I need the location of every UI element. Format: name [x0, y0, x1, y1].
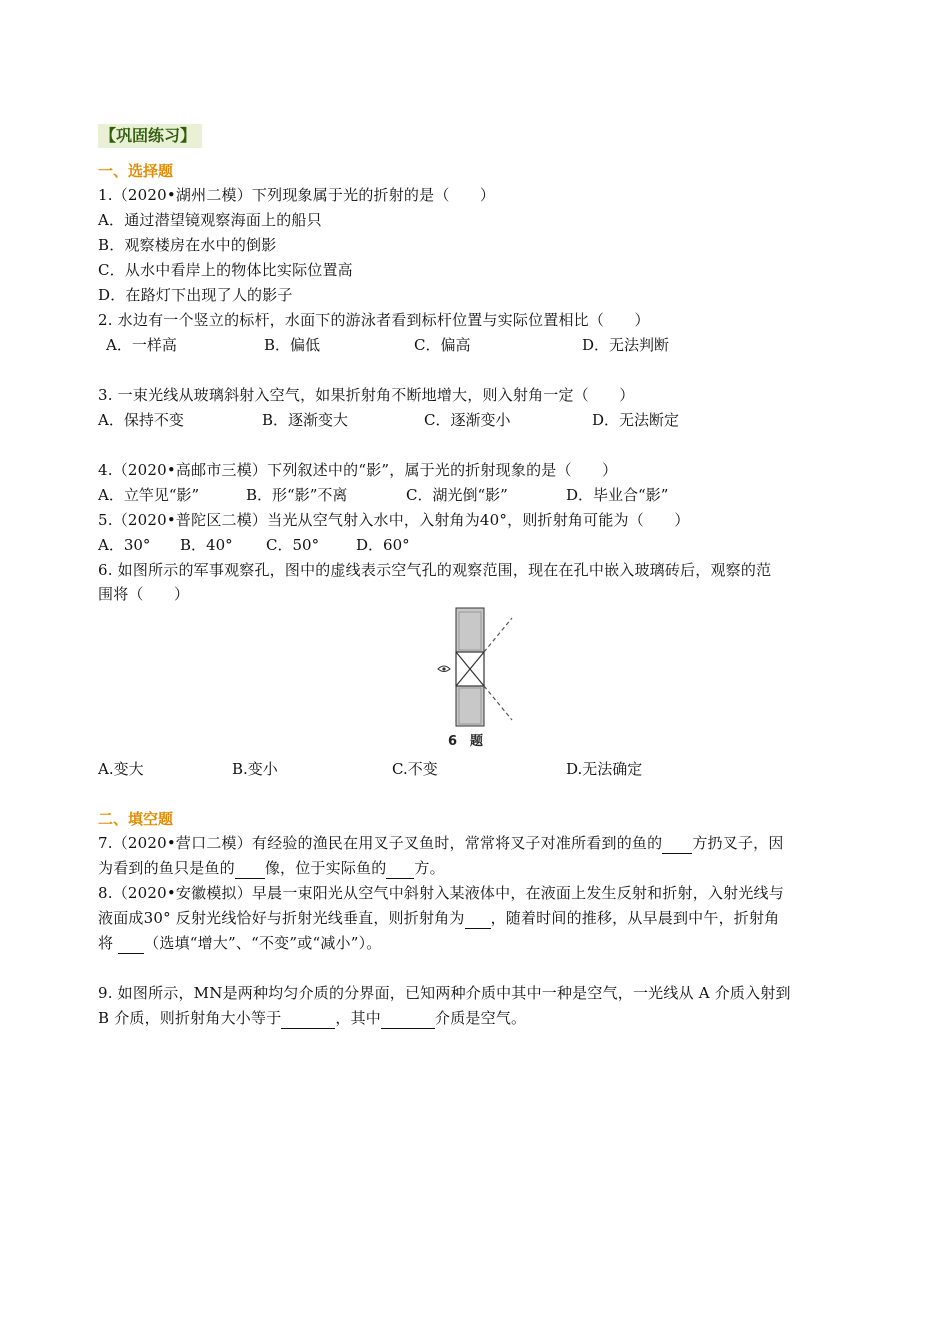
- q4-option-a: A．立竿见“影”: [98, 486, 200, 504]
- q1-option-c: C．从水中看岸上的物体比实际位置高: [98, 261, 353, 279]
- q7-text-3: 为看到的鱼只是鱼的: [98, 859, 235, 877]
- q7-line1: [98, 832, 784, 854]
- q2-stem: 2. 水边有一个竖立的标杆，水面下的游泳者看到标杆位置与实际位置相比（ ）: [98, 311, 650, 329]
- q7-text-1: 7.（2020•营口二模）有经验的渔民在用叉子叉鱼时，常常将叉子对准所看到的鱼的: [98, 834, 663, 852]
- q6-option-b: B.变小: [232, 760, 278, 778]
- q7-blank-2[interactable]: [235, 860, 265, 879]
- q4-option-d: D．毕业合“影”: [566, 486, 669, 504]
- choice-section-heading: 一、选择题: [98, 162, 174, 180]
- q6-option-c: C.不变: [392, 760, 438, 778]
- q8-blank-2[interactable]: [118, 935, 144, 954]
- q1-option-d: D．在路灯下出现了人的影子: [98, 286, 293, 304]
- q1-option-a: A．通过潜望镜观察海面上的船只: [98, 211, 322, 229]
- q5-option-a: A．30°: [98, 536, 151, 554]
- fill-section-heading: 二、填空题: [98, 810, 174, 828]
- q7-blank-3[interactable]: [386, 860, 414, 879]
- q5-option-b: B．40°: [180, 536, 233, 554]
- q9-blank-1[interactable]: [281, 1010, 335, 1029]
- eye-icon: [438, 666, 450, 672]
- q3-option-c: C．逐渐变小: [424, 411, 511, 429]
- q6-stem-line2: 围将（ ）: [98, 585, 190, 603]
- q4-option-b: B．形“影”不离: [246, 486, 348, 504]
- view-range-lower-dashed: [484, 686, 512, 720]
- q4-stem: 4.（2020•高邮市三模）下列叙述中的“影”，属于光的折射现象的是（ ）: [98, 461, 618, 479]
- q8-text-4: 将: [98, 934, 119, 952]
- q2-option-d: D．无法判断: [582, 336, 670, 354]
- q4-option-c: C．湖光倒“影”: [406, 486, 508, 504]
- q8-blank-1[interactable]: [465, 910, 491, 929]
- q7-blank-1[interactable]: [662, 835, 692, 854]
- q7-text-5: 方。: [414, 859, 445, 877]
- q9-text-3: ，其中: [335, 1009, 382, 1027]
- view-range-upper-dashed: [484, 618, 512, 652]
- q8-text-3: ，随着时间的推移，从早晨到中午，折射角: [490, 909, 780, 927]
- q7-text-2: 方扔叉子，因: [692, 834, 784, 852]
- q2-option-c: C．偏高: [414, 336, 471, 354]
- q3-option-a: A．保持不变: [98, 411, 184, 429]
- q6-option-a: A.变大: [98, 760, 144, 778]
- observation-hole-figure: [432, 606, 522, 756]
- q8-line2: [98, 907, 779, 929]
- q3-stem: 3. 一束光线从玻璃斜射入空气，如果折射角不断地增大，则入射角一定（ ）: [98, 386, 635, 404]
- q5-option-d: D．60°: [356, 536, 410, 554]
- q5-option-c: C．50°: [266, 536, 320, 554]
- consolidation-exercise-header: 【巩固练习】: [98, 124, 202, 148]
- q3-option-b: B．逐渐变大: [262, 411, 349, 429]
- q5-stem: 5.（2020•普陀区二模）当光从空气射入水中，入射角为40°，则折射角可能为（ ）: [98, 511, 690, 529]
- q9-line2: [98, 1007, 526, 1029]
- q3-option-d: D．无法断定: [592, 411, 680, 429]
- q9-text-4: 介质是空气。: [435, 1009, 527, 1027]
- q7-text-4: 像，位于实际鱼的: [264, 859, 387, 877]
- q9-text-2: B 介质，则折射角大小等于: [98, 1009, 282, 1027]
- q9-line1: 9. 如图所示，MN是两种均匀介质的分界面，已知两种介质中其中一种是空气，一光线从 A 介质入射到: [98, 984, 791, 1002]
- q6-option-d: D.无法确定: [566, 760, 643, 778]
- q2-option-b: B．偏低: [264, 336, 321, 354]
- q9-blank-2[interactable]: [381, 1010, 435, 1029]
- q1-stem: 1.（2020•湖州二模）下列现象属于光的折射的是（ ）: [98, 186, 496, 204]
- q7-line2: [98, 857, 445, 879]
- q8-line3: [98, 932, 381, 954]
- q8-line1: 8.（2020•安徽模拟）早晨一束阳光从空气中斜射入某液体中，在液面上发生反射和折射，入射光线与: [98, 884, 784, 902]
- figure-caption: 6 题: [448, 734, 484, 749]
- q1-option-b: B．观察楼房在水中的倒影: [98, 236, 277, 254]
- q2-option-a: A．一样高: [106, 336, 177, 354]
- q6-stem-line1: 6. 如图所示的军事观察孔，图中的虚线表示空气孔的观察范围，现在在孔中嵌入玻璃砖后，观察的范: [98, 561, 772, 579]
- q8-text-2: 液面成30° 反射光线恰好与折射光线垂直，则折射角为: [98, 909, 465, 927]
- q8-text-5: （选填“增大”、“不变”或“减小”）。: [144, 934, 382, 952]
